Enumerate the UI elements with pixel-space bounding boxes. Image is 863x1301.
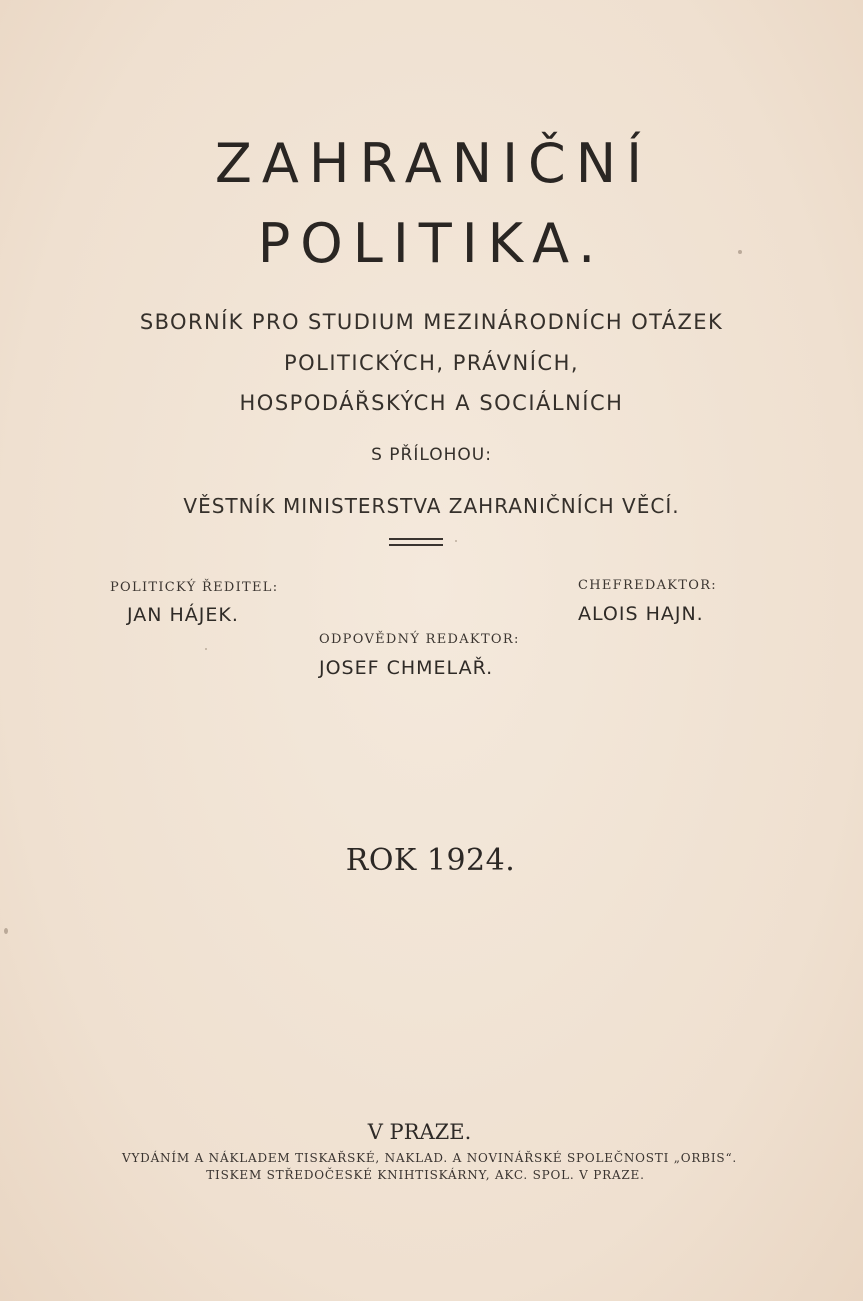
responsible-editor-role: ODPOVĚDNÝ REDAKTOR: <box>319 632 520 647</box>
political-director-name: JAN HÁJEK. <box>127 604 239 626</box>
subtitle-line-1: SBORNÍK PRO STUDIUM MEZINÁRODNÍCH OTÁZEK <box>139 310 724 334</box>
publication-year: ROK 1924. <box>345 843 516 878</box>
responsible-editor-name: JOSEF CHMELAŘ. <box>319 657 494 679</box>
chief-editor-role: CHEFREDAKTOR: <box>578 578 717 593</box>
title-line-2: POLITIKA. <box>257 212 606 275</box>
title-line-1: ZAHRANIČNÍ <box>214 132 653 195</box>
paper-speck <box>205 648 207 650</box>
imprint-printer: TISKEM STŘEDOČESKÉ KNIHTISKÁRNY, AKC. SPOL. V PRAZE. <box>206 1168 645 1182</box>
publication-place: V PRAZE. <box>367 1120 472 1144</box>
paper-speck <box>738 250 742 254</box>
chief-editor-name: ALOIS HAJN. <box>578 603 704 625</box>
attachment-label: S PŘÍLOHOU: <box>371 445 492 465</box>
paper-speck <box>4 928 8 934</box>
imprint-publisher: VYDÁNÍM A NÁKLADEM TISKAŘSKÉ, NAKLAD. A NOVINÁŘSKÉ SPOLEČNOSTI „ORBIS“. <box>121 1151 737 1165</box>
paper-speck <box>455 540 457 542</box>
double-rule-top <box>389 538 443 540</box>
subtitle-line-3: HOSPODÁŘSKÝCH A SOCIÁLNÍCH <box>239 391 624 415</box>
political-director-role: POLITICKÝ ŘEDITEL: <box>110 580 279 595</box>
bulletin-title: VĚSTNÍK MINISTERSTVA ZAHRANIČNÍCH VĚCÍ. <box>183 494 680 518</box>
double-rule-bottom <box>389 544 443 546</box>
subtitle-line-2: POLITICKÝCH, PRÁVNÍCH, <box>283 351 580 375</box>
